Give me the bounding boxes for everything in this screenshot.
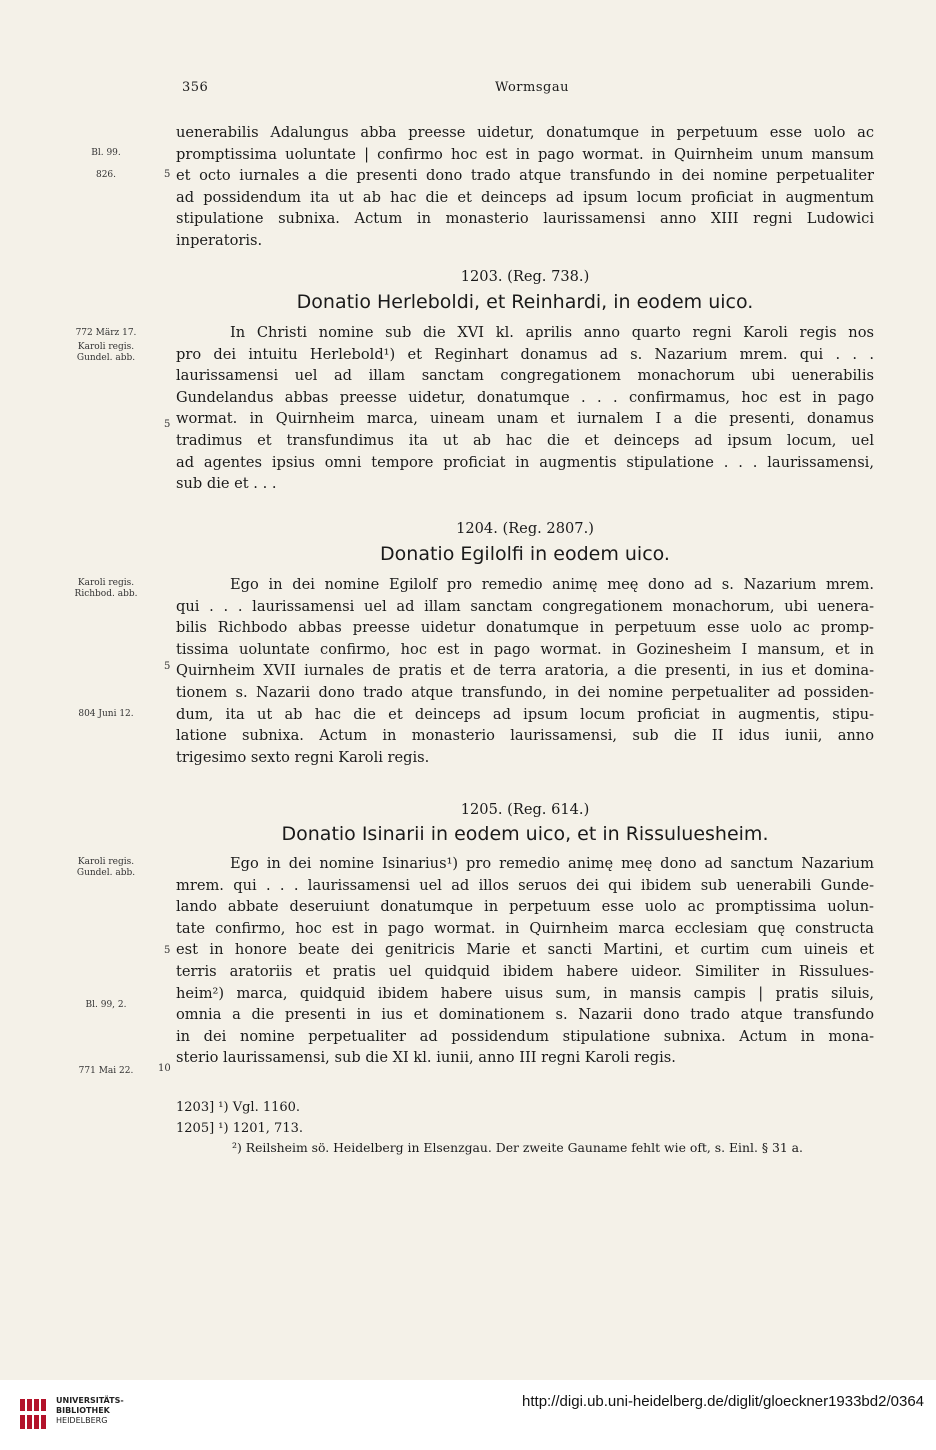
text-line: uenerabilis Adalungus abba preesse uidetur, donatumque in perpetuum esse uolo ac: [176, 124, 874, 141]
text-line: inperatoris.: [176, 231, 263, 249]
text-line: est in honore beate dei genitricis Marie et sancti Martini, et curtim cum uineis et: [176, 941, 874, 959]
charter-text-1204: [176, 574, 874, 768]
margin-names-1203: Karoli regis. Gundel. abb.: [76, 342, 136, 363]
text-line: sub die et . . .: [176, 475, 277, 493]
text-line: latione subnixa. Actum in monasterio laurissamensi, sub die II idus iunii, anno: [176, 727, 874, 745]
margin-note-year: 826.: [95, 170, 117, 180]
text-line: Ego in dei nomine Isinarius¹) pro remedio animę meę dono ad sanctum Nazarium: [230, 855, 874, 872]
library-name-line: HEIDELBERG: [56, 1416, 108, 1425]
charter-title-1204: Donatio Egilolfi in eodem uico.: [380, 543, 670, 565]
viewer-footer: [0, 1380, 936, 1450]
text-line: terris aratoriis et pratis uel quidquid ibidem habere uideor. Similiter in Rissulues-: [176, 962, 874, 980]
line-number: 10: [158, 1063, 171, 1074]
line-number: 5: [164, 419, 171, 430]
text-line: wormat. in Quirnheim marca, uineam unam et iurnalem I a die presenti, donamus: [176, 410, 874, 428]
text-line: qui . . . laurissamensi uel ad illam sanctam congregationem monachorum, ubi uenera-: [176, 597, 874, 615]
text-line: bilis Richbodo abbas preesse uidetur donatumque in perpetuum esse uolo ac promp-: [176, 619, 874, 637]
text-line: trigesimo sexto regni Karoli regis.: [176, 748, 430, 766]
text-line: lando abbate deseruiunt donatumque in perpetuum esse uolo ac promptissima uolun-: [176, 898, 874, 916]
text-line: ad agentes ipsius omni tempore proficiat in augmentis stipulatione . . . laurissamensi,: [176, 453, 874, 471]
text-line: heim²) marca, quidquid ibidem habere uisus sum, in mansis campis | pratis siluis,: [176, 984, 874, 1002]
text-line: promptissima uoluntate | confirmo hoc est in pago wormat. in Quirnheim unum mansum: [176, 145, 874, 163]
text-line: et octo iurnales a die presenti dono trado atque transfundo in dei nomine perpetualiter: [176, 167, 874, 185]
text-line: pro dei intuitu Herlebold¹) et Reginhart donamus ad s. Nazarium mrem. qui . . .: [176, 345, 874, 363]
text-line: ad possidendum ita ut ab hac die et deinceps ad ipsum locum proficiat in augmentum: [176, 188, 874, 206]
intro-paragraph: [176, 122, 874, 252]
charter-title-1203: Donatio Herleboldi, et Reinhardi, in eodem uico.: [296, 291, 754, 313]
text-line: stipulatione subnixa. Actum in monasterio laurissamensi anno XIII regni Ludowici: [176, 210, 874, 228]
text-line: tissima uoluntate confirmo, hoc est in pago wormat. in Gozinesheim I mansum, et in: [176, 640, 874, 658]
charter-text-1203: [176, 322, 874, 495]
footnote-1205-2: ²) Reilsheim sö. Heidelberg in Elsenzgau. Der zweite Gauname fehlt wie oft, s. Einl. § 31 a.: [232, 1140, 803, 1155]
text-line: mrem. qui . . . laurissamensi uel ad illos seruos dei qui ibidem sub uenerabili Gunde-: [176, 876, 874, 894]
margin-names-1205: Karoli regis. Gundel. abb.: [76, 857, 136, 878]
source-url-link[interactable]: http://digi.ub.uni-heidelberg.de/diglit/gloeckner1933bd2/0364: [522, 1393, 924, 1410]
line-number: 5: [164, 169, 171, 180]
charter-number-1205: 1205. (Reg. 614.): [460, 801, 590, 818]
text-line: Quirnheim XVII iurnales de pratis et de terra aratoria, a die presenti, in ius et domina-: [176, 662, 874, 680]
charter-number-1204: 1204. (Reg. 2807.): [456, 520, 594, 537]
margin-bl-1205: Bl. 99, 2.: [85, 1000, 127, 1010]
library-name-line: UNIVERSITÄTS-: [56, 1396, 124, 1405]
charter-text-1205: [176, 853, 874, 1069]
text-line: Ego in dei nomine Egilolf pro remedio animę meę dono ad s. Nazarium mrem.: [230, 576, 874, 593]
library-name: [56, 1396, 124, 1426]
text-line: in dei nomine perpetualiter ad possidendum stipulatione subnixa. Actum in mona-: [176, 1027, 874, 1045]
margin-date-1203: 772 März 17.: [75, 328, 137, 338]
text-line: tionem s. Nazarii dono trado atque transfundo, in dei nomine perpetualiter ad possiden-: [176, 683, 874, 701]
margin-note-bl: Bl. 99.: [91, 148, 121, 158]
footnote-1205-1: 1205] ¹) 1201, 713.: [176, 1121, 303, 1136]
text-line: dum, ita ut ab hac die et deinceps ad ipsum locum proficiat in augmentis, stipu-: [176, 705, 874, 723]
text-line: Gundelandus abbas preesse uidetur, donatumque . . . confirmamus, hoc est in pago: [176, 388, 874, 406]
university-library-logo-icon: [18, 1396, 48, 1432]
running-title: Wormsgau: [495, 80, 569, 95]
footnote-1203: 1203] ¹) Vgl. 1160.: [176, 1100, 301, 1115]
page-number: 356: [182, 80, 209, 95]
library-name-line: BIBLIOTHEK: [56, 1406, 110, 1415]
charter-number-1203: 1203. (Reg. 738.): [460, 268, 590, 285]
text-line: In Christi nomine sub die XVI kl. aprilis anno quarto regni Karoli regis nos: [230, 324, 874, 341]
charter-title-1205: Donatio Isinarii in eodem uico, et in Rissuluesheim.: [281, 823, 769, 845]
margin-date-1204: 804 Juni 12.: [78, 709, 134, 719]
line-number: 5: [164, 661, 171, 672]
margin-date-1205: 771 Mai 22.: [78, 1066, 134, 1076]
text-line: sterio laurissamensi, sub die XI kl. iunii, anno III regni Karoli regis.: [176, 1049, 676, 1067]
text-line: omnia a die presenti in ius et dominationem s. Nazarii dono trado atque transfundo: [176, 1006, 874, 1024]
text-line: tradimus et transfundimus ita ut ab hac die et deinceps ad ipsum locum, uel: [176, 431, 874, 449]
text-line: tate confirmo, hoc est in pago wormat. in Quirnheim marca ecclesiam quę constructa: [176, 919, 874, 937]
margin-names-1204: Karoli regis. Richbod. abb.: [74, 578, 138, 599]
text-line: laurissamensi uel ad illam sanctam congregationem monachorum ubi uenerabilis: [176, 367, 874, 385]
line-number: 5: [164, 945, 171, 956]
